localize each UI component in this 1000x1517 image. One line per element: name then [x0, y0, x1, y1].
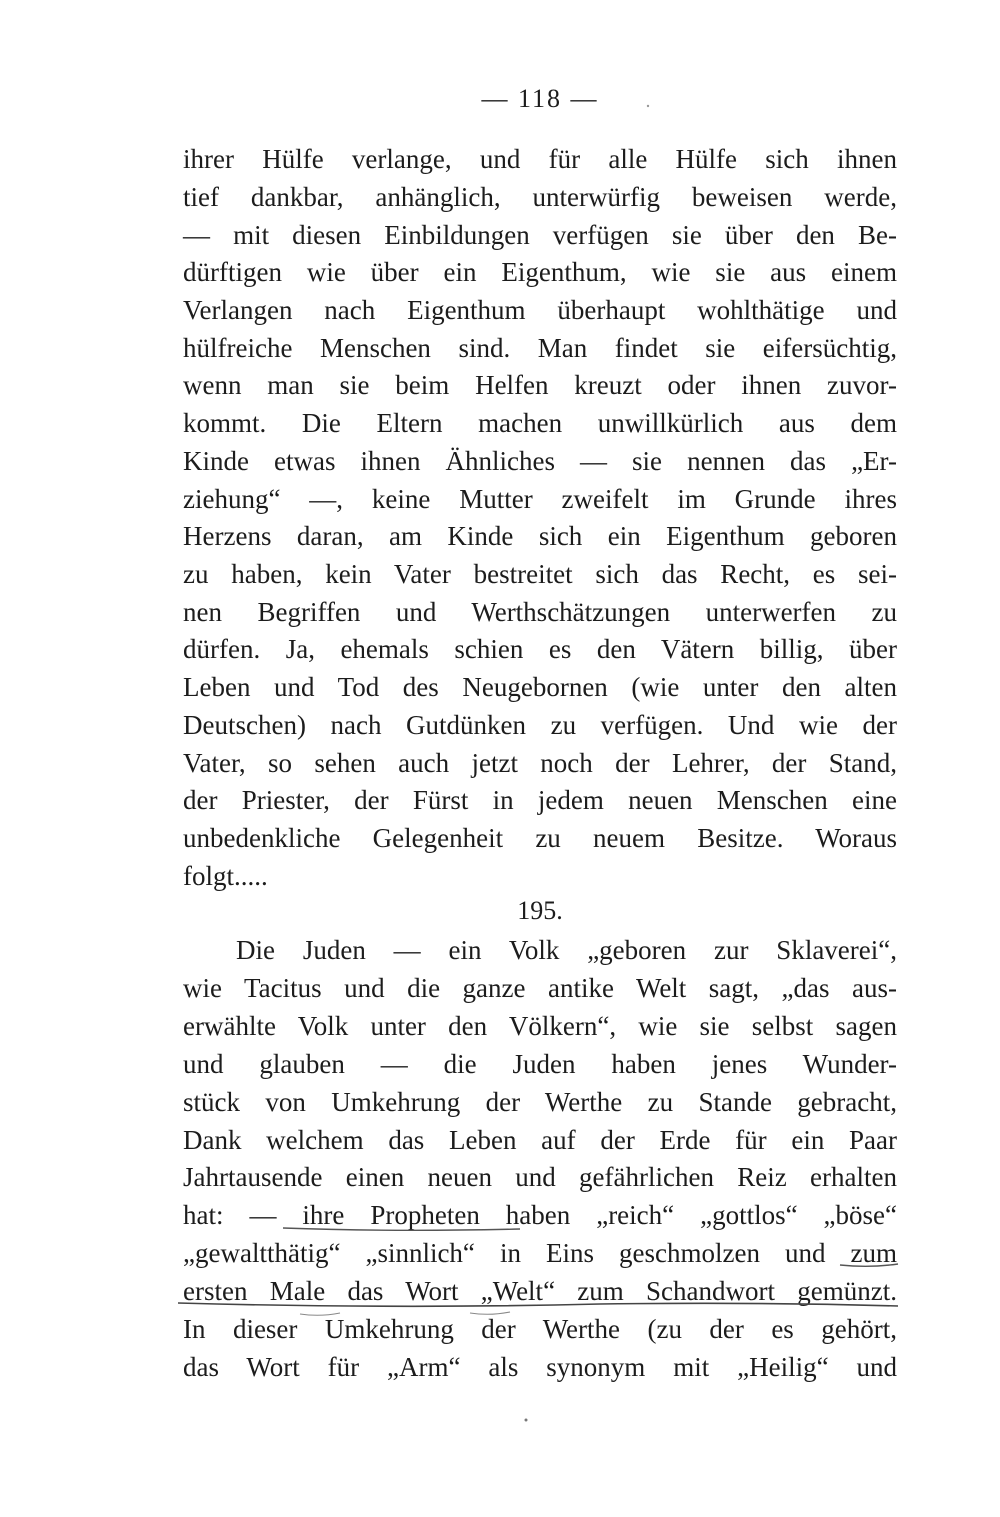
- text-line: der Priester, der Fürst in jedem neuen Menschen eine: [183, 785, 897, 815]
- text-line: tief dankbar, anhänglich, unterwürfig beweisen werde,: [183, 182, 897, 212]
- text-line: — mit diesen Einbildungen verfügen sie über den Be-: [183, 220, 897, 250]
- text-line: Dank welchem das Leben auf der Erde für ein Paar: [183, 1125, 897, 1155]
- text-line: ihrer Hülfe verlange, und für alle Hülfe sich ihnen: [183, 144, 897, 174]
- text-line: ersten Male das Wort „Welt“ zum Schandwort gemünzt.: [183, 1276, 897, 1306]
- text-line: stück von Umkehrung der Werthe zu Stande gebracht,: [183, 1087, 897, 1117]
- text-line: In dieser Umkehrung der Werthe (zu der es gehört,: [183, 1314, 897, 1344]
- text-line: Vater, so sehen auch jetzt noch der Lehrer, der Stand,: [183, 748, 897, 778]
- text-line: ziehung“ —, keine Mutter zweifelt im Grunde ihres: [183, 484, 897, 514]
- text-line: unbedenkliche Gelegenheit zu neuem Besitze. Woraus: [183, 823, 897, 853]
- text-line: Verlangen nach Eigenthum überhaupt wohlthätige und: [183, 295, 897, 325]
- text-line: Herzens daran, am Kinde sich ein Eigenthum geboren: [183, 521, 897, 551]
- text-line: wenn man sie beim Helfen kreuzt oder ihnen zuvor-: [183, 370, 897, 400]
- text-line: hat: — ihre Propheten haben „reich“ „gottlos“ „böse“: [183, 1200, 897, 1230]
- text-line: folgt.....: [183, 861, 268, 891]
- text-line: Die Juden — ein Volk „geboren zur Sklaverei“,: [236, 935, 897, 965]
- text-line: zu haben, kein Vater bestreitet sich das Recht, es sei-: [183, 559, 897, 589]
- text-line: und glauben — die Juden haben jenes Wunder-: [183, 1049, 897, 1079]
- text-line: kommt. Die Eltern machen unwillkürlich aus dem: [183, 408, 897, 438]
- text-line: erwählte Volk unter den Völkern“, wie sie selbst sagen: [183, 1011, 897, 1041]
- text-line: wie Tacitus und die ganze antike Welt sagt, „das aus-: [183, 973, 897, 1003]
- page-number: — 118 —: [481, 84, 599, 113]
- text-line: dürftigen wie über ein Eigenthum, wie sie aus einem: [183, 257, 897, 287]
- text-line: „gewaltthätig“ „sinnlich“ in Eins geschmolzen und zum: [183, 1238, 897, 1268]
- text-line: hülfreiche Menschen sind. Man findet sie eifersüchtig,: [183, 333, 897, 363]
- text-line: nen Begriffen und Werthschätzungen unterwerfen zu: [183, 597, 897, 627]
- text-line: das Wort für „Arm“ als synonym mit „Heilig“ und: [183, 1352, 897, 1382]
- text-line: dürfen. Ja, ehemals schien es den Vätern billig, über: [183, 634, 897, 664]
- text-line: Deutschen) nach Gutdünken zu verfügen. Und wie der: [183, 710, 897, 740]
- aphorism-number: 195.: [517, 896, 563, 925]
- text-line: Leben und Tod des Neugebornen (wie unter den alten: [183, 672, 897, 702]
- text-line: Jahrtausende einen neuen und gefährlichen Reiz erhalten: [183, 1162, 897, 1192]
- text-line: Kinde etwas ihnen Ähnliches — sie nennen das „Er-: [183, 446, 897, 476]
